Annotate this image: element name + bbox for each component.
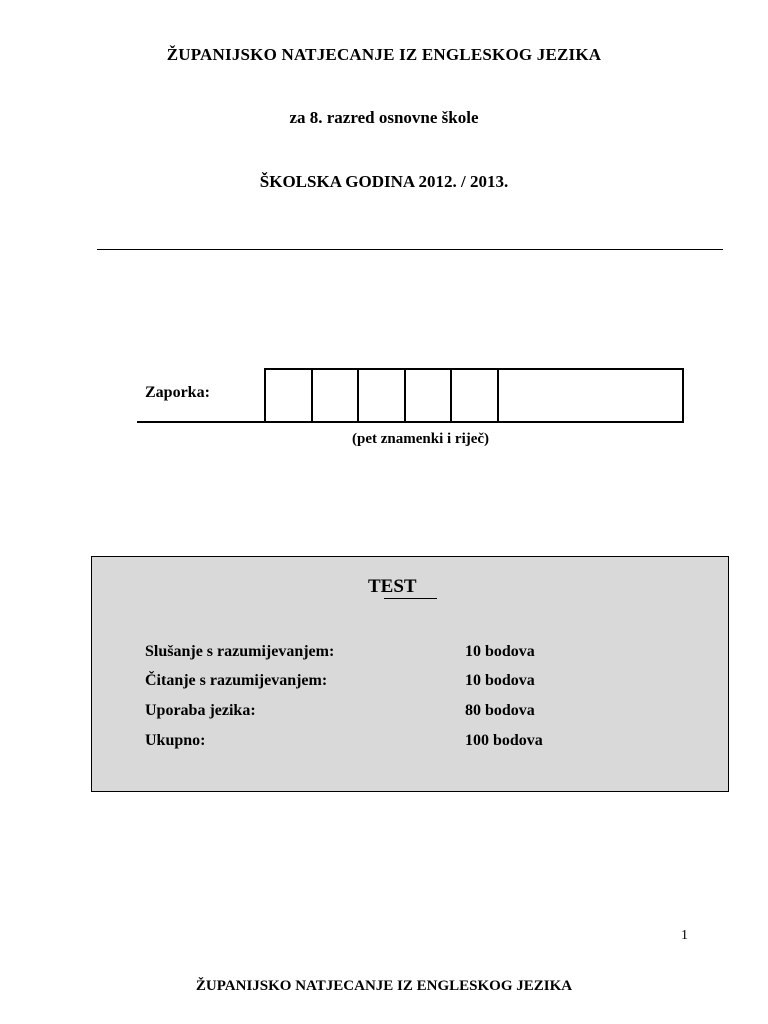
zaporka-code-boxes [264, 368, 684, 421]
zaporka-label: Zaporka: [145, 384, 210, 401]
zaporka-digit-box-1[interactable] [266, 370, 313, 421]
score-row-total [145, 732, 705, 754]
zaporka-digit-box-2[interactable] [313, 370, 360, 421]
zaporka-digit-box-5[interactable] [452, 370, 499, 421]
zaporka-digit-box-3[interactable] [359, 370, 406, 421]
score-row-reading [145, 672, 705, 694]
score-row-use-of-language [145, 702, 705, 724]
score-value: 80 bodova [465, 702, 535, 719]
zaporka-baseline [137, 421, 684, 423]
zaporka-digit-box-4[interactable] [406, 370, 453, 421]
test-heading-underline [384, 598, 437, 599]
score-label: Slušanje s razumijevanjem: [145, 643, 335, 660]
zaporka-word-box[interactable] [499, 370, 682, 421]
score-value: 10 bodova [465, 643, 535, 660]
next-page-title: ŽUPANIJSKO NATJECANJE IZ ENGLESKOG JEZIKA [195, 978, 573, 994]
school-year: ŠKOLSKA GODINA 2012. / 2013. [259, 172, 509, 191]
score-label: Čitanje s razumijevanjem: [145, 672, 328, 689]
page-number: 1 [681, 928, 688, 943]
score-row-listening [145, 643, 705, 665]
test-score-panel [91, 556, 729, 792]
document-title: ŽUPANIJSKO NATJECANJE IZ ENGLESKOG JEZIKA [166, 45, 602, 64]
score-value: 100 bodova [465, 732, 543, 749]
score-label: Ukupno: [145, 732, 206, 749]
score-label: Uporaba jezika: [145, 702, 256, 719]
test-heading: TEST [368, 576, 417, 597]
header-separator-line [97, 249, 723, 250]
score-value: 10 bodova [465, 672, 535, 689]
document-subtitle: za 8. razred osnovne škole [289, 108, 479, 127]
zaporka-hint: (pet znamenki i riječ) [352, 431, 490, 447]
